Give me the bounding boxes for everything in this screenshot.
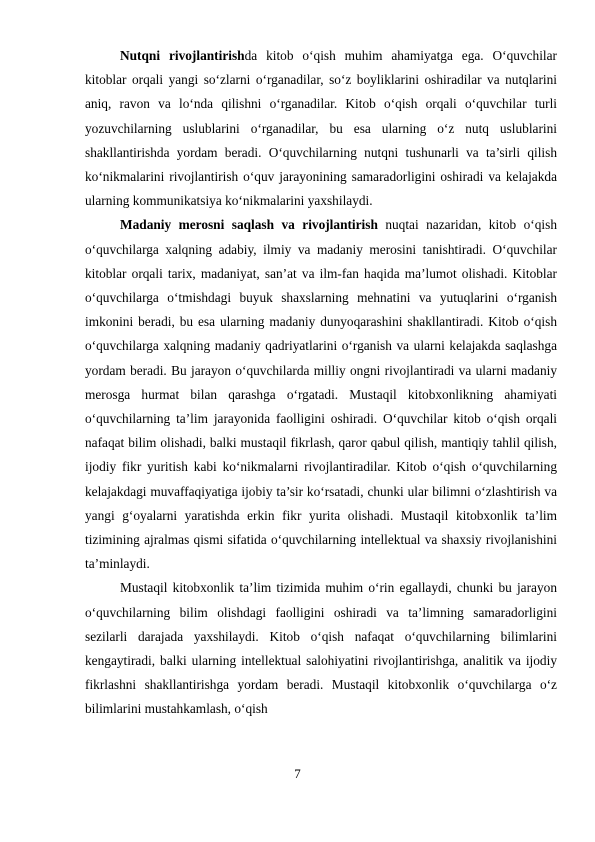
paragraph-lead-term: Madaniy merosni saqlash va rivojlantirish bbox=[120, 217, 378, 233]
paragraph-body-text: da kitob o‘qish muhim ahamiyatga ega. O‘quvchilar kitoblar orqali yangi so‘zlarni o‘rganadilar, so‘z boyliklarini oshiradilar va nutqlarini aniq, ravon va lo‘nda qilishni o‘rganadilar. Kitob o‘qish orqali o‘quvchilar turli yozuvchilarning uslublarini o‘rganadilar, bu esa ularning o‘z nutq uslublarini shakllantirishda yordam beradi. O‘quvchilarning nutqni tushunarli va ta’sirli qilish ko‘nikmalarini rivojlantirish o‘quv jarayonining samaradorligini oshiradi va kelajakda ularning kommunikatsiya ko‘nikmalarini yaxshilaydi. bbox=[85, 48, 557, 209]
document-page bbox=[85, 44, 557, 722]
paragraph-body-text: nuqtai nazaridan, kitob o‘qish o‘quvchilarga xalqning adabiy, ilmiy va madaniy merosini tanishtiradi. O‘quvchilar kitoblar orqali tarix, madaniyat, san’at va ilm-fan haqida ma’lumot olishadi. Kitoblar o‘quvchilarga o‘tmishdagi buyuk shaxslarning mehnatini va yutuqlarini o‘rganish imkonini beradi, bu esa ularning madaniy dunyoqarashini shakllantiradi. Kitob o‘qish o‘quvchilarga xalqning madaniy qadriyatlarini o‘rganish va ularni kelajakda saqlashga yordam beradi. Bu jarayon o‘quvchilarda milliy ongni rivojlantiradi va ularni madaniy merosga hurmat bilan qarashga o‘rgatadi. Mustaqil kitobxonlikning ahamiyati o‘quvchilarning ta’lim jarayonida faolligini oshiradi. O‘quvchilar kitob o‘qish orqali nafaqat bilim olishadi, balki mustaqil fikrlash, qaror qabul qilish, mantiqiy tahlil qilish, ijodiy fikr yuritish kabi ko‘nikmalarni rivojlantiradilar. Kitob o‘qish o‘quvchilarning kelajakdagi muvaffaqiyatiga ijobiy ta’sir ko‘rsatadi, chunki ular bilimni o‘zlashtirish va yangi g‘oyalarni yaratishda erkin fikr yurita olishadi. Mustaqil kitobxonlik ta’lim tizimining ajralmas qismi sifatida o‘quvchilarning intellektual va shaxsiy rivojlanishini ta’minlaydi. bbox=[85, 217, 557, 572]
paragraph-cultural-heritage bbox=[85, 213, 557, 576]
paragraph-lead-term: Nutqni rivojlantirish bbox=[120, 48, 245, 63]
page-number: 7 bbox=[294, 766, 301, 781]
paragraph-speech-development bbox=[85, 44, 557, 213]
paragraph-independent-reading bbox=[85, 576, 557, 721]
paragraph-body-text: Mustaqil kitobxonlik ta’lim tizimida muhim o‘rin egallaydi, chunki bu jarayon o‘quvchilarning bilim olishdagi faolligini oshiradi va ta’limning samaradorligini sezilarli darajada yaxshilaydi. Kitob o‘qish nafaqat o‘quvchilarning bilimlarini kengaytiradi, balki ularning intellektual salohiyatini rivojlantirishga, analitik va ijodiy fikrlashni shakllantirishga yordam beradi. Mustaqil kitobxonlik o‘quvchilarga o‘z bilimlarini mustahkamlash, o‘qish bbox=[85, 580, 557, 717]
